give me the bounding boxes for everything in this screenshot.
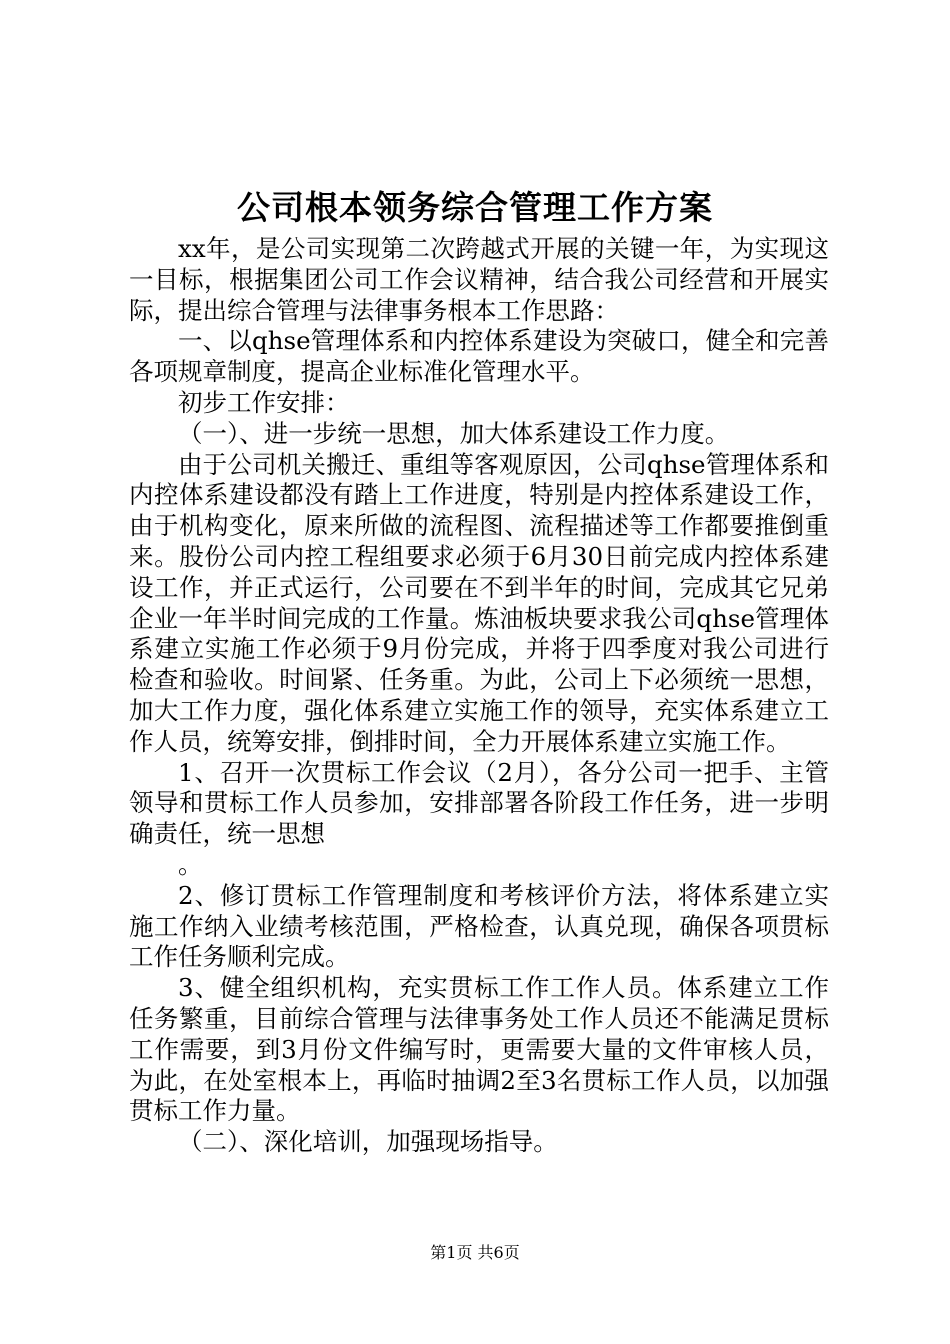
item-3-paragraph: 3、健全组织机构，充实贯标工作工作人员。体系建立工作任务繁重，目前综合管理与法律事务处工作人员还不能满足贯标工作需要，到3月份文件编写时，更需要大量的文件审核人员，为此，在处室根本上，再临时抽调2至3名贯标工作人员，以加强贯标工作力量。 (129, 973, 829, 1126)
subsection-heading-2: （二）、深化培训，加强现场指导。 (178, 1127, 558, 1157)
arrangement-label: 初步工作安排： (178, 387, 350, 417)
document-body (129, 234, 829, 1158)
page-footer: 第1页 共6页 (430, 1243, 520, 1262)
item-2-paragraph: 2、修订贯标工作管理制度和考核评价方法，将体系建立实施工作纳入业绩考核范围，严格检查，认真兑现，确保各项贯标工作任务顺利完成。 (129, 880, 829, 972)
document-title: 公司根本领务综合管理工作方案 (237, 188, 713, 227)
subsection-heading-1: （一）、进一步统一思想，加大体系建设工作力度。 (178, 418, 730, 448)
item-1-tail: 。 (178, 849, 203, 879)
intro-paragraph: xx年，是公司实现第二次跨越式开展的关键一年，为实现这一目标，根据集团公司工作会议精神，结合我公司经营和开展实际，提出综合管理与法律事务根本工作思路： (129, 234, 829, 325)
item-1-paragraph: 1、召开一次贯标工作会议（2月），各分公司一把手、主管领导和贯标工作人员参加，安排部署各阶段工作任务，进一步明确责任，统一思想 (129, 757, 829, 849)
background-paragraph: 由于公司机关搬迁、重组等客观原因，公司qhse管理体系和内控体系建设都没有踏上工作进度，特别是内控体系建设工作，由于机构变化，原来所做的流程图、流程描述等工作都要推倒重来。股份公司内控工程组要求必须于6月30日前完成内控体系建设工作，并正式运行，公司要在不到半年的时间，完成其它兄弟企业一年半时间完成的工作量。炼油板块要求我公司qhse管理体系建立实施工作必须于9月份完成，并将于四季度对我公司进行检查和验收。时间紧、任务重。为此，公司上下必须统一思想，加大工作力度，强化体系建立实施工作的领导，充实体系建立工作人员，统筹安排，倒排时间，全力开展体系建立实施工作。 (129, 449, 829, 756)
section-heading-1: 一、以qhse管理体系和内控体系建设为突破口，健全和完善各项规章制度，提高企业标准化管理水平。 (129, 326, 829, 387)
